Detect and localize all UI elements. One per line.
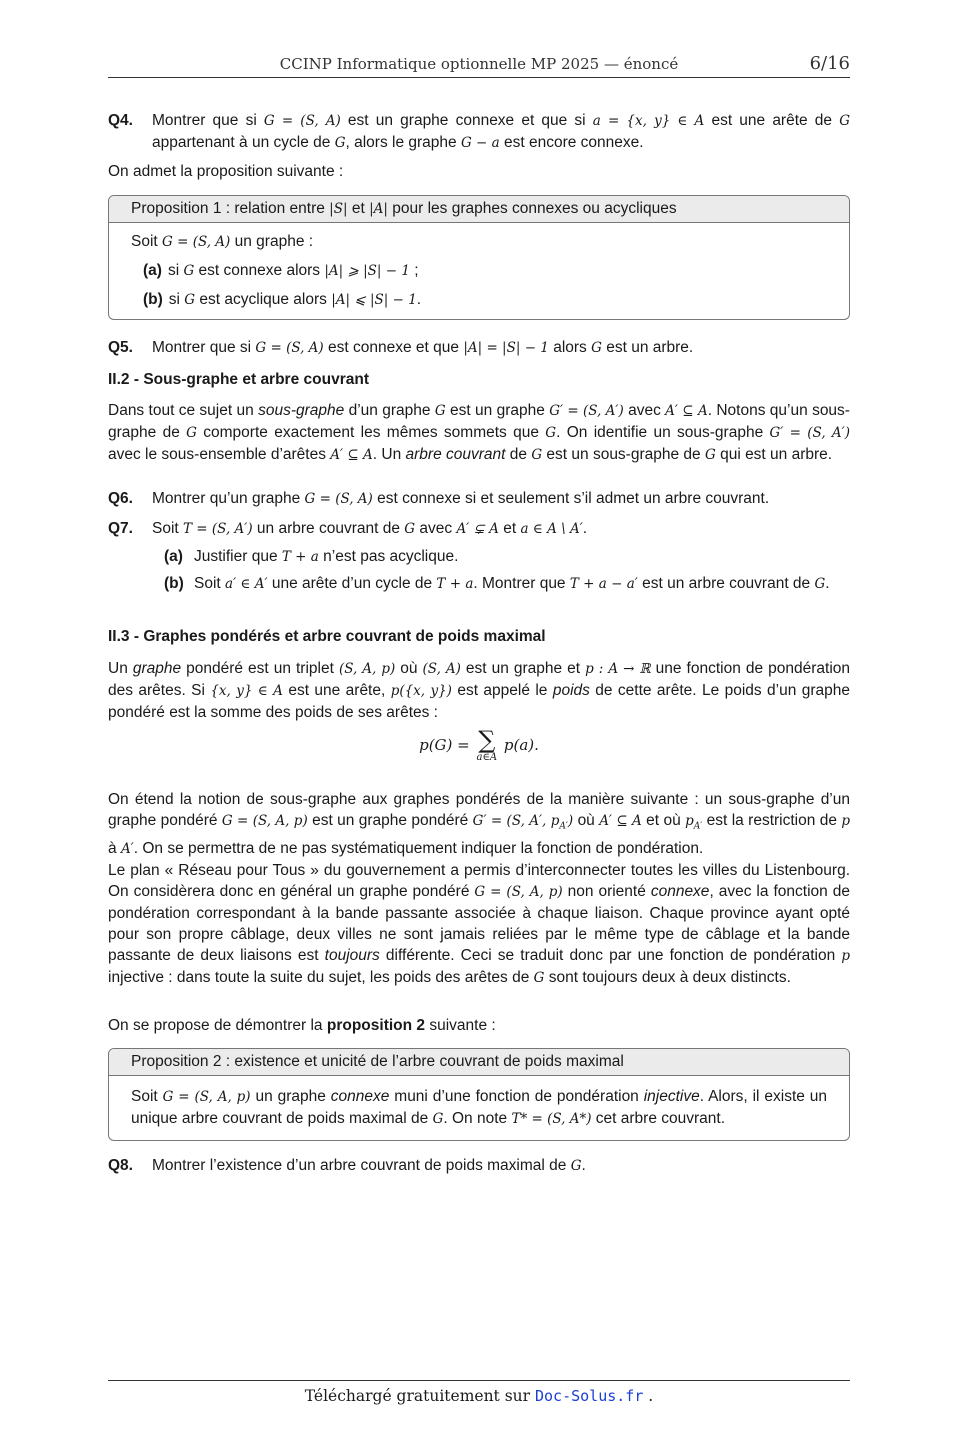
proposition-2-box [108, 1048, 850, 1141]
proposition-1-item-a: (a) si G est connexe alors |A| ⩾ |S| − 1 ; [143, 262, 419, 279]
question-q8 [108, 1155, 850, 1177]
question-q4 [108, 110, 850, 154]
question-label: Q6. [108, 490, 133, 507]
proposition-1-box [108, 195, 850, 320]
proposition-2-title: Proposition 2 : existence et unicité de l’arbre couvrant de poids maximal [109, 1049, 849, 1076]
paragraph-network-plan: Le plan « Réseau pour Tous » du gouvernement a permis d’interconnecter toutes les villes du Listenbourg. On considèrera donc en général un graphe pondéré G = (S, A, p) non orienté connexe, avec la fonction de pondération correspondant à la bande passante associée à chaque liaison. Chaque province ayant opté pour son propre câblage, deux villes ne sont jamais reliées par le même type de câblage et la bande passante de deux liaisons est toujours différente. Ceci se traduit donc par une fonction de pondération p injective : dans toute la suite du sujet, les poids des arêtes de G sont toujours deux à deux distincts. [108, 862, 850, 986]
doc-solus-link[interactable]: Doc-Solus.fr [534, 1387, 644, 1405]
question-q5 [108, 337, 850, 359]
question-q6 [108, 488, 850, 510]
weight-sum-formula: p(G) = ∑ a∈A p(a). [419, 726, 539, 763]
question-label: Q8. [108, 1157, 133, 1174]
question-label: Q7. [108, 520, 133, 537]
proposition-1-item-b: (b) si G est acyclique alors |A| ⩽ |S| − 1. [143, 291, 422, 308]
admit-text: On admet la proposition suivante : [108, 163, 344, 180]
question-label: Q4. [108, 112, 133, 129]
page-header [108, 55, 850, 78]
paragraph-weighted-subgraph: On étend la notion de sous-graphe aux graphes pondérés de la manière suivante : un sous-graphe d’un graphe pondéré G = (S, A, p) est un graphe pondéré G′ = (S, A′, $p_{A'}$) où A′ ⊆ A et où $p_{A'}$ est la restriction de p à A′. On se permettra de ne pas systématiquement indiquer la fonction de pondération. [108, 791, 850, 857]
paragraph-weighted-graph: Un graphe pondéré est un triplet (S, A, p) où (S, A) est un graphe et p : A → ℝ une fonction de pondération des arêtes. Si {x, y} ∈ A est une arête, p({x, y}) est appelé le poids de cette arête. Le poids d’un graphe pondéré est la somme des poids de ses arêtes : [108, 660, 851, 721]
proposition-2-body: Soit G = (S, A, p) un graphe connexe muni d’une fonction de pondération injective. Alors, il existe un unique arbre couvrant de poids maximal de G. On note T* = (S, A*) cet arbre couvrant. [131, 1088, 828, 1127]
section-heading-ii2: II.2 - Sous-graphe et arbre couvrant [108, 371, 369, 388]
question-text: Soit T = (S, A′) un arbre couvrant de G avec A′ ⊊ A et a ∈ A \ A′. [152, 520, 588, 537]
proposition-1-body [109, 223, 849, 319]
footer-divider [108, 1380, 850, 1381]
paragraph-subgraph-definition: Dans tout ce sujet un sous-graphe d’un graphe G est un graphe G′ = (S, A′) avec A′ ⊆ A. Notons qu’un sous-graphe de G comporte exactement les mêmes sommets que G. On identifie un sous-graphe G′ = (S, A′) avec le sous-ensemble d’arêtes A′ ⊆ A. Un arbre couvrant de G est un sous-graphe de G qui est un arbre. [108, 402, 850, 463]
proposition-1-intro: Soit G = (S, A) un graphe : [131, 233, 314, 250]
proposition-1-title: Proposition 1 : relation entre |S| et |A| pour les graphes connexes ou acycliques [109, 196, 849, 223]
page-footer: Téléchargé gratuitement sur Doc-Solus.fr . [304, 1387, 654, 1405]
question-text: Montrer qu’un graphe G = (S, A) est connexe si et seulement s’il admet un arbre couvrant. [152, 490, 770, 507]
question-text: Montrer l’existence d’un arbre couvrant de poids maximal de G. [152, 1157, 586, 1174]
question-text: Montrer que si G = (S, A) est connexe et que |A| = |S| − 1 alors G est un arbre. [152, 339, 694, 356]
question-text: Montrer que si G = (S, A) est un graphe connexe et que si a = {x, y} ∈ A est une arête de G appartenant à un cycle de G, alors le graphe G − a est encore connexe. [152, 112, 850, 151]
document-title: CCINP Informatique optionnelle MP 2025 — énoncé [279, 55, 679, 73]
question-q7-part-b: (b) Soit a′ ∈ A′ une arête d’un cycle de T + a. Montrer que T + a − a′ est un arbre couvrant de G. [164, 575, 830, 592]
question-q7-part-a: (a) Justifier que T + a n’est pas acyclique. [164, 548, 459, 565]
page-number: 6/16 [809, 53, 850, 74]
question-q7 [108, 518, 850, 540]
section-heading-ii3: II.3 - Graphes pondérés et arbre couvrant de poids maximal [108, 628, 546, 645]
paragraph-prop2-intro: On se propose de démontrer la proposition 2 suivante : [108, 1017, 496, 1034]
question-label: Q5. [108, 339, 133, 356]
